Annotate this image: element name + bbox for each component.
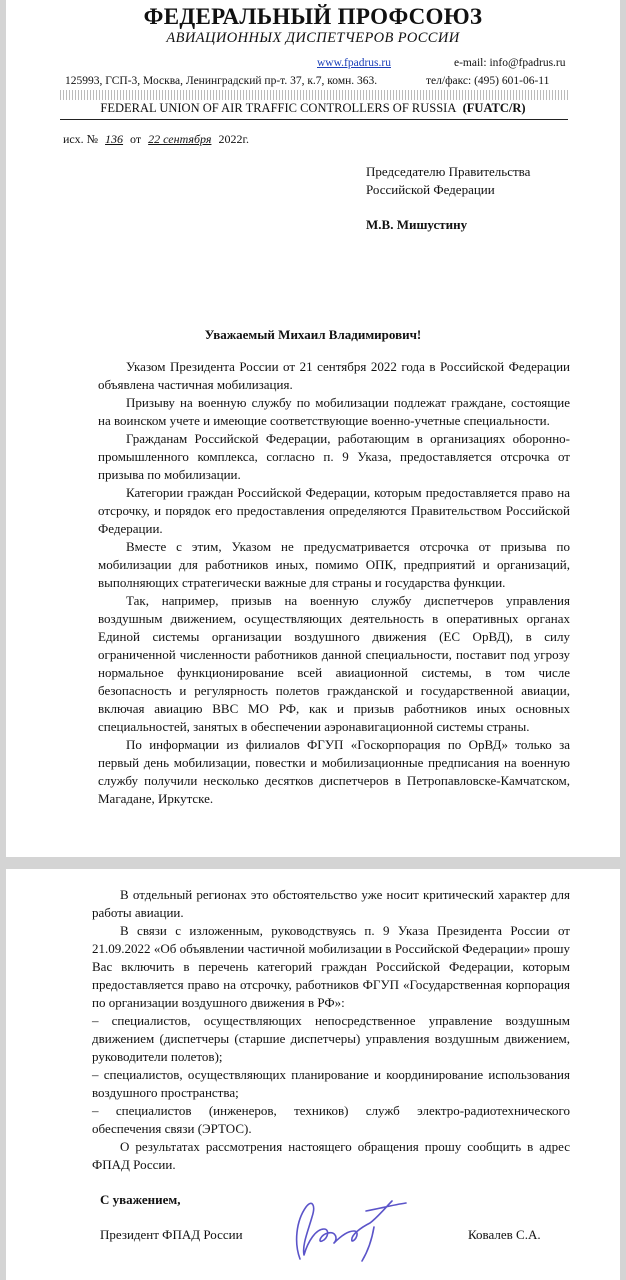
signature-stroke [297,1201,406,1261]
addressee-name: М.В. Мишустину [366,217,468,232]
org-subtitle: АВИАЦИОННЫХ ДИСПЕТЧЕРОВ РОССИИ [166,30,460,46]
list-item: – специалистов (инженеров, техников) служб электро-радиотехнического обеспечения связи (ЭРТОС). [92,1103,570,1136]
paragraph: О результатах рассмотрения настоящего обращения прошу сообщить в адрес ФПАД России. [92,1139,570,1172]
addressee-line-2: Российской Федерации [366,182,495,197]
email-contact: e-mail: info@fpadrus.ru [454,57,566,69]
paragraph: Указом Президента России от 21 сентября 2022 года в Российской Федерации объявлена частичная мобилизация. [98,359,570,392]
greeting: Уважаемый Михаил Владимирович! [204,327,422,342]
handwritten-signature [282,1185,412,1265]
addressee-line-1: Председателю Правительства [366,164,531,179]
letter-page-1 [6,0,620,857]
website-link[interactable]: www.fpadrus.ru [317,57,391,69]
english-name-text: FEDERAL UNION OF AIR TRAFFIC CONTROLLERS OF RUSSIA [100,101,457,115]
letterhead-hatch-band [60,90,568,100]
org-name: ФЕДЕРАЛЬНЫЙ ПРОФСОЮЗ [143,4,483,29]
paragraph: Категории граждан Российской Федерации, которым предоставляется право на отсрочку, и порядок его предоставления определяются Правительством Российской Федерации. [98,485,570,536]
outgoing-reference [63,132,249,147]
list-item: – специалистов, осуществляющих планирование и координирование использования воздушного пространства; [92,1067,570,1100]
list-item: – специалистов, осуществляющих непосредственное управление воздушным движением (диспетчеры (старшие диспетчеры) управления воздушным движением, руководители полетов); [92,1013,570,1064]
outgoing-from: от [130,132,142,146]
letterhead-divider [60,119,568,120]
postal-address: 125993, ГСП-3, Москва, Ленинградский пр-т. 37, к.7, комн. 363. [65,75,378,87]
page1-body [98,358,570,808]
letter-page-2 [6,869,620,1280]
paragraph: В связи с изложенным, руководствуясь п. 9 Указа Президента России от 21.09.2022 «Об объявлении частичной мобилизации в Российской Федерации» прошу Вас включить в перечень категорий граждан Российской Федерации, которым предоставляется право на отсрочку, работников ФГУП «Государственная корпорация по организации воздушного движения в РФ»: [92,923,570,1010]
paragraph: Призыву на военную службу по мобилизации подлежат граждане, состоящие на воинском учете и имеющие соответствующие военно-учетные специальности. [98,395,570,428]
closing-regards: С уважением, [100,1192,181,1207]
paragraph: Так, например, призыв на военную службу диспетчеров управления воздушным движением, осуществляющих деятельность в оперативных органах Единой системы организации воздушного движения (ЕС ОрВД), в силу ограниченной численности работников данной специальности, поставит под угрозу нормальное функционирование всей авиационной системы, в том числе безопасность и регулярность полетов гражданской и государственной авиации, включая авиацию ВВС МО РФ, как и призыв работников иных основных специальностей, занятых в обеспечении аэронавигационной системы страны. [98,593,570,734]
outgoing-year: 2022г. [218,132,250,146]
outgoing-date: 22 сентября [148,132,212,146]
signer-position: Президент ФПАД России [100,1227,243,1242]
page2-body [92,886,570,1174]
paragraph: Гражданам Российской Федерации, работающим в организациях оборонно-промышленного комплекса, согласно п. 9 Указа, предоставляется отсрочка от призыва по мобилизации. [98,431,570,482]
paragraph: По информации из филиалов ФГУП «Госкорпорация по ОрВД» только за первый день мобилизации, повестки и мобилизационные предписания на военную службу получили несколько десятков диспетчеров в Петропавловске-Камчатском, Магадане, Иркутске. [98,737,570,806]
outgoing-prefix: исх. № [63,132,99,146]
paragraph: Вместе с этим, Указом не предусматривается отсрочка от призыва по мобилизации для работников иных, помимо ОПК, предприятий и организаций, выполняющих стратегически важные для страны и государства функции. [98,539,570,590]
english-org-name [6,101,620,116]
outgoing-number: 136 [105,132,124,146]
signer-name: Ковалев С.А. [468,1227,541,1242]
phone-fax: тел/факс: (495) 601-06-11 [426,75,550,87]
org-abbreviation: (FUATC/R) [462,101,526,115]
paragraph: В отдельный регионах это обстоятельство уже носит критический характер для работы авиации. [92,887,570,920]
